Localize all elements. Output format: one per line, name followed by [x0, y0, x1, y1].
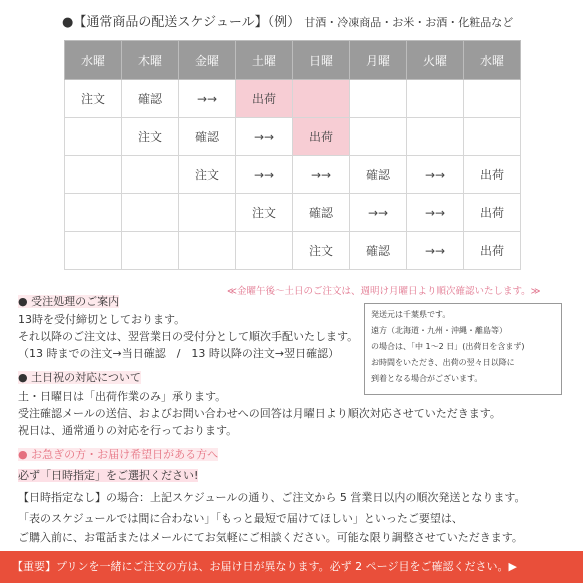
- table-cell: [179, 194, 236, 232]
- day-header: 火曜: [407, 41, 464, 80]
- notice-line: 発送元は千葉県です。: [371, 310, 451, 319]
- table-cell: [65, 118, 122, 156]
- urgent-line: 「表のスケジュールでは間に合わない」「もっと最短で届けてほしい」といったご要望は、: [18, 512, 463, 525]
- schedule-title-sub: 甘酒・冷凍商品・お米・お酒・化粧品など: [304, 16, 514, 29]
- table-cell: [122, 232, 179, 270]
- order-processing-line: （13 時までの注文→当日確認 / 13 時以降の注文→翌日確認）: [18, 347, 340, 360]
- table-cell: [65, 156, 122, 194]
- table-cell: [350, 80, 407, 118]
- shipping-notice-box: [364, 303, 562, 395]
- day-header: 水曜: [464, 41, 521, 80]
- table-row: [65, 118, 521, 156]
- table-cell: 出荷: [236, 80, 293, 118]
- table-cell: →→: [350, 194, 407, 232]
- table-cell: →→: [236, 156, 293, 194]
- table-cell: 注文: [236, 194, 293, 232]
- day-header: 水曜: [65, 41, 122, 80]
- notice-line: 遠方（北海道・九州・沖縄・離島等）: [371, 326, 507, 335]
- table-cell: →→: [236, 118, 293, 156]
- table-cell: 確認: [122, 80, 179, 118]
- schedule-title: [62, 11, 513, 30]
- schedule-table: [64, 40, 521, 270]
- table-cell: 確認: [350, 156, 407, 194]
- table-row: [65, 80, 521, 118]
- table-cell: [464, 80, 521, 118]
- order-processing-line: それ以降のご注文は、翌営業日の受付分として順次手配いたします。: [18, 330, 359, 343]
- table-cell: 確認: [350, 232, 407, 270]
- weekend-support-line: 祝日は、通常通りの対応を行っております。: [18, 424, 238, 437]
- weekend-support-line: 受注確認メールの送信、およびお問い合わせへの回答は月曜日より順次対応させていただきます。: [18, 407, 501, 420]
- order-processing-title: ● 受注処理のご案内: [18, 295, 120, 308]
- table-cell: →→: [407, 194, 464, 232]
- table-cell: 注文: [122, 118, 179, 156]
- table-cell: [407, 118, 464, 156]
- table-cell: 出荷: [293, 118, 350, 156]
- table-cell: 出荷: [464, 156, 521, 194]
- schedule-header-row: [65, 41, 521, 80]
- table-cell: [65, 194, 122, 232]
- notice-line: 到着となる場合がございます。: [371, 374, 483, 383]
- table-row: [65, 232, 521, 270]
- table-cell: 確認: [293, 194, 350, 232]
- urgent-highlight-row: [18, 467, 198, 484]
- important-banner: 【重要】プリンを一緒にご注文の方は、お届け日が異なります。必ず 2 ページ目をご確認ください。▶: [0, 551, 583, 583]
- table-row: [65, 194, 521, 232]
- notice-line: の場合は、「中 1～2 日」(出荷日を含まず): [371, 342, 525, 351]
- table-cell: 注文: [293, 232, 350, 270]
- table-cell: 出荷: [464, 194, 521, 232]
- urgent-heading: [18, 446, 218, 462]
- day-header: 土曜: [236, 41, 293, 80]
- table-row: [65, 156, 521, 194]
- table-cell: 注文: [179, 156, 236, 194]
- urgent-line: ご購入前に、お電話またはメールにてお気軽にご相談ください。可能な限り調整させていただきます。: [18, 531, 523, 544]
- table-cell: [407, 80, 464, 118]
- order-processing-line: 13時を受付締切としております。: [18, 313, 186, 326]
- table-cell: [350, 118, 407, 156]
- day-header: 金曜: [179, 41, 236, 80]
- date-select-highlight: 必ず「日時指定」をご選択ください!: [18, 469, 199, 482]
- table-cell: [293, 80, 350, 118]
- weekend-support-line: 土・日曜日は「出荷作業のみ」承ります。: [18, 390, 227, 403]
- table-cell: →→: [179, 80, 236, 118]
- urgent-title: ● お急ぎの方・お届け希望日がある方へ: [18, 448, 219, 461]
- table-cell: 確認: [179, 118, 236, 156]
- table-cell: [464, 118, 521, 156]
- urgent-line: 【日時指定なし】の場合：上記スケジュールの通り、ご注文から 5 営業日以内の順次発送となります。: [18, 491, 526, 504]
- day-header: 日曜: [293, 41, 350, 80]
- table-cell: 出荷: [464, 232, 521, 270]
- weekend-support-title: ● 土日祝の対応について: [18, 371, 141, 384]
- table-cell: →→: [293, 156, 350, 194]
- table-cell: [236, 232, 293, 270]
- day-header: 木曜: [122, 41, 179, 80]
- table-cell: [179, 232, 236, 270]
- table-cell: [65, 232, 122, 270]
- notice-line: お時間をいただき、出荷の翌々日以降に: [371, 358, 515, 367]
- table-cell: [122, 194, 179, 232]
- table-cell: 注文: [65, 80, 122, 118]
- weekend-support-heading: [18, 369, 141, 385]
- weekend-note: ≪金曜午後～土日のご注文は、週明け月曜日より順次確認いたします。≫: [227, 286, 541, 297]
- table-cell: →→: [407, 232, 464, 270]
- table-cell: [122, 156, 179, 194]
- order-processing-heading: [18, 293, 119, 309]
- table-cell: →→: [407, 156, 464, 194]
- schedule-title-main: ●【通常商品の配送スケジュール】（例）: [62, 15, 301, 30]
- day-header: 月曜: [350, 41, 407, 80]
